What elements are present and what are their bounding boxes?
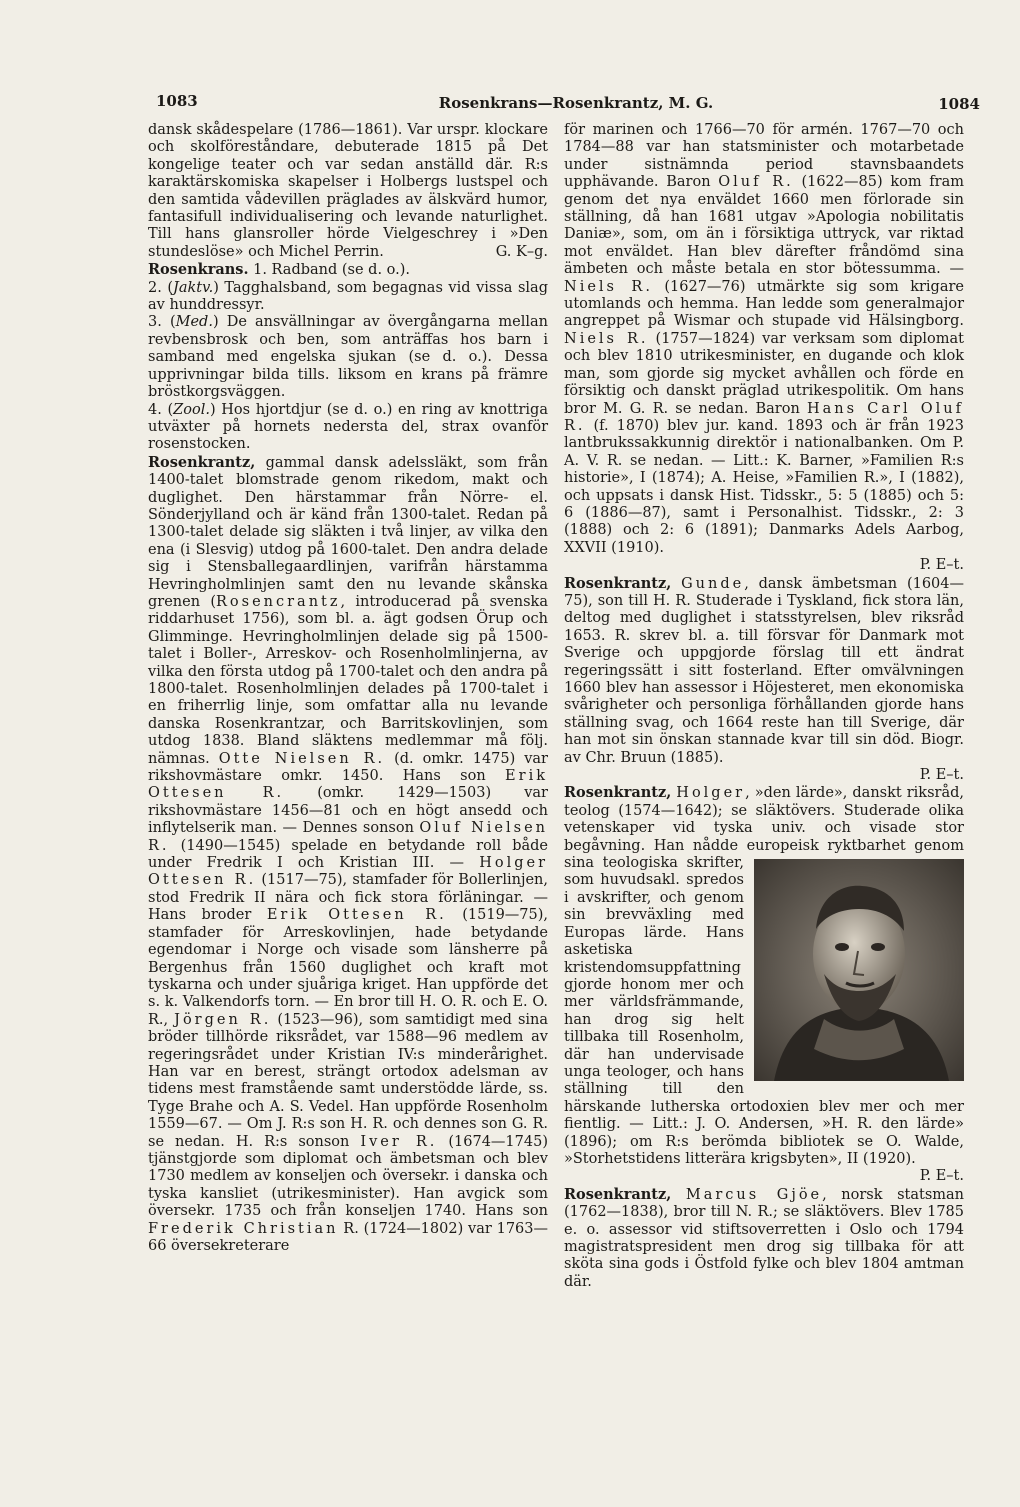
entry-sense-2: 2. (Jaktv.) Tagghalsband, som begagnas vid vissa slag av hunddressyr. [148,279,548,314]
author-signature: P. E–t. [919,557,964,574]
entry-headword: Rosenkrantz, [564,1185,672,1203]
entry-headword: Rosenkrantz, [564,574,672,592]
entry-headword: Rosenkrantz, [148,453,256,471]
left-column [148,122,548,1255]
author-signature: P. E–t. [919,1168,964,1185]
page-number-left: 1083 [156,92,198,110]
entry-gunde: Rosenkrantz, Gunde, dansk ämbetsman (1604—75), son till H. R. Studerade i Tyskland, fick stora län, deltog med duglighet i statsstyrelsen, blev riksråd 1653. R. skrev bl. a. till försvar för Danmark mot Sverige och uppgjorde förslag till ett ändrat regeringssätt i sitt fosterland. Efter omvälvningen 1660 blev han assessor i Höjesteret, men ekonomiska svårigheter och personliga förhållanden gjorde hans ställning svag, och 1664 reste han till Sverige, där han mot sin önskan stannade kvar till sin död. Biogr. av Chr. Bruun (1885). P. E–t. [564,574,964,784]
running-title: Rosenkrans—Rosenkrantz, M. G. [438,94,714,112]
entry-sense-3: 3. (Med.) De ansvällningar av övergångarna mellan revbensbrosk och ben, som anträffas hos barn i samband med engelska sjukan (se d. o.). Dessa upprivningar bilda tills. liksom en krans på främre bröstkorgsväggen. [148,314,548,401]
entry-continuation: dansk skådespelare (1786—1861). Var urspr. klockare och skolföreståndare, debuterade 1815 på Det kongelige teater och var sedan anställd där. R:s karaktärskomiska skapelser i Holbergs lustspel och den samtida vådevillen präglades av älskvärd humor, fantasifull individualisering och levande naturlighet. Till hans glansroller hörde Vielgeschrey i »Den stundeslöse» och Michel Perrin. G. K–g. [148,122,548,260]
right-column [564,122,964,1291]
entry-continuation-right: för marinen och 1766—70 för armén. 1767—70 och 1784—88 var han statsminister och motarbetade under sistnämnda period stavnsbaandets upphävande. Baron Oluf R. (1622—85) kom fram genom det nya enväldet 1660 men förlorade sin ställning, då han 1681 utgav »Apologia nobilitatis Daniæ», som, om än i försiktiga uttryck, var riktad mot enväldet. Han blev därefter fråndömd sina ämbeten och måste betala en stor bötessumma. — Niels R. (1627—76) utmärkte sig som krigare utomlands och hemma. Han ledde som generalmajor angreppet på Wismar och stupade vid Hälsingborg. Niels R. (1757—1824) var verksam som diplomat och blev 1810 utrikesminister, en dugande och klok man, som gjorde sig mycket avhållen och förde en försiktig och danskt präglad utrikespolitik. Om hans bror M. G. R. se nedan. Baron Hans Carl Oluf R. (f. 1870) blev jur. kand. 1893 och är från 1923 lantbrukssakkunnig direktör i nationalbanken. Om P. A. V. R. se nedan. — Litt.: K. Barner, »Familien R:s historie», I (1874); A. Heise, »Familien R.», I (1882), och uppsats i dansk Hist. Tidsskr., 5: 5 (1885) och 5: 6 (1886—87), samt i Personalhist. Tidsskr., 2: 3 (1888) och 2: 6 (1891); Danmarks Adels Aarbog, XXVII (1910). P. E–t. [564,122,965,574]
entry-sense-4: 4. (Zool.) Hos hjortdjur (se d. o.) en ring av knottriga utväxter på hornets nedersta del, strax ovanför rosenstocken. [148,401,548,453]
entry-holger: Rosenkrantz, Holger, »den lärde», danskt riksråd, teolog (1574—1642); se släktövers. Studerade olika vetenskaper vid tyska univ. och visade stor begåvning. Han nådde europeisk ryktbarhet genom sina teologiska skrifter, som huvudsakl. spredos i avskrifter, och genom sin brevväxling med Europas lärde. Hans asketiska kristendomsuppfattning gjorde honom mer och mer världsfrämmande, han drog sig helt tillbaka till Rosenholm, där han undervisade unga teologer, och hans ställning till den härskande lutherska ortodoxien blev mer och mer fientlig. — Litt.: J. O. Andersen, »H. R. den lärde» (1896); om R:s berömda bibliotek se O. Walde, »Storhetstidens litterära krigsbyten», II (1920). P. E–t. [564,784,965,1185]
page-header [156,92,980,114]
page-number-right: 1084 [938,95,980,113]
portrait-engraving-icon [754,859,964,1081]
author-signature: G. K–g. [495,243,548,260]
entry-rosenkrantz-family: Rosenkrantz, gammal dansk adelssläkt, som från 1400-talet blomstrade genom rikedom, makt och duglighet. Den härstammar från Nörre- el. Sönderjylland och är känd från 1300-talet. Redan på 1300-talet delade sig släkten i två linjer, av vilka den ena (i Slesvig) utdog på 1600-talet. Den andra delade sig i Stensballegaardlinjen, varifrån härstamma Hevringholmlinjen samt den nu levande skånska grenen (Rosencrantz, introducerad på svenska riddarhuset 1756), som bl. a. ägt godsen Örup och Glimminge. Hevringholmlinjen delade sig på 1500-talet i Boller-, Arreskov- och Rosenholmlinjerna, av vilka den första utdog på 1700-talet och den andra på 1800-talet. Rosenholmlinjen delades på 1700-talet i en friherrlig linje, som omfattar alla nu levande danska Rosenkrantzar, och Barritskovlinjen, som utdog 1838. Bland släktens medlemmar må följ. nämnas. Otte Nielsen R. (d. omkr. 1475) var rikshovmästare omkr. 1450. Hans son Erik Ottesen R. (omkr. 1429—1503) var rikshovmästare 1456—81 och en högt ansedd och inflytelserik man. — Dennes sonson Oluf Nielsen R. (1490—1545) spelade en betydande roll både under Fredrik I och Kristian III. — Holger Ottesen R. (1517—75), stamfader för Bollerlinjen, stod Fredrik II nära och fick stora förläningar. — Hans broder Erik Ottesen R. (1519—75), stamfader för Arreskovlinjen, hade betydande egendomar i Norge och visade som länsherre på Bergenhus från 1560 duglighet och kraft mot tyskarna och under sjuåriga kriget. Han uppförde det s. k. Valkendorfs torn. — En bror till H. O. R. och E. O. R., Jörgen R. (1523—96), som samtidigt med sina bröder tillhörde riksrådet, var 1588—96 medlem av regeringsrådet under Kristian IV:s minderårighet. Han var en berest, strängt ortodox adelsman av tidens mest framstående samt understödde lärde, ss. Tyge Brahe och A. S. Vedel. Han uppförde Rosenholm 1559—67. — Om J. R:s son H. R. och dennes son G. R. se nedan. H. R:s sonson Iver R. (1674—1745) tjänstgjorde som diplomat och ämbetsman och blev 1730 medlem av konseljen och översekr. i danska och tyska kansliet (utrikesminister). Han avgick som översekr. 1735 och från konseljen 1740. Hans son Frederik Christian R. (1724—1802) var 1763—66 översekreterare [148,453,549,1254]
entry-marcus: Rosenkrantz, Marcus Gjöe, norsk statsman (1762—1838), bror till N. R.; se släktövers. Blev 1785 e. o. assessor vid stiftsoverretten i Oslo och 1794 magistratspresident men drog sig tillbaka för att sköta sina gods i Östfold fylke och blev 1804 amtman där. [564,1185,965,1290]
author-signature: P. E–t. [919,767,964,784]
entry-headword: Rosenkrantz, [564,784,672,802]
entry-rosenkrans: Rosenkrans. 1. Radband (se d. o.). [148,261,411,279]
entry-headword: Rosenkrans. [148,261,249,279]
